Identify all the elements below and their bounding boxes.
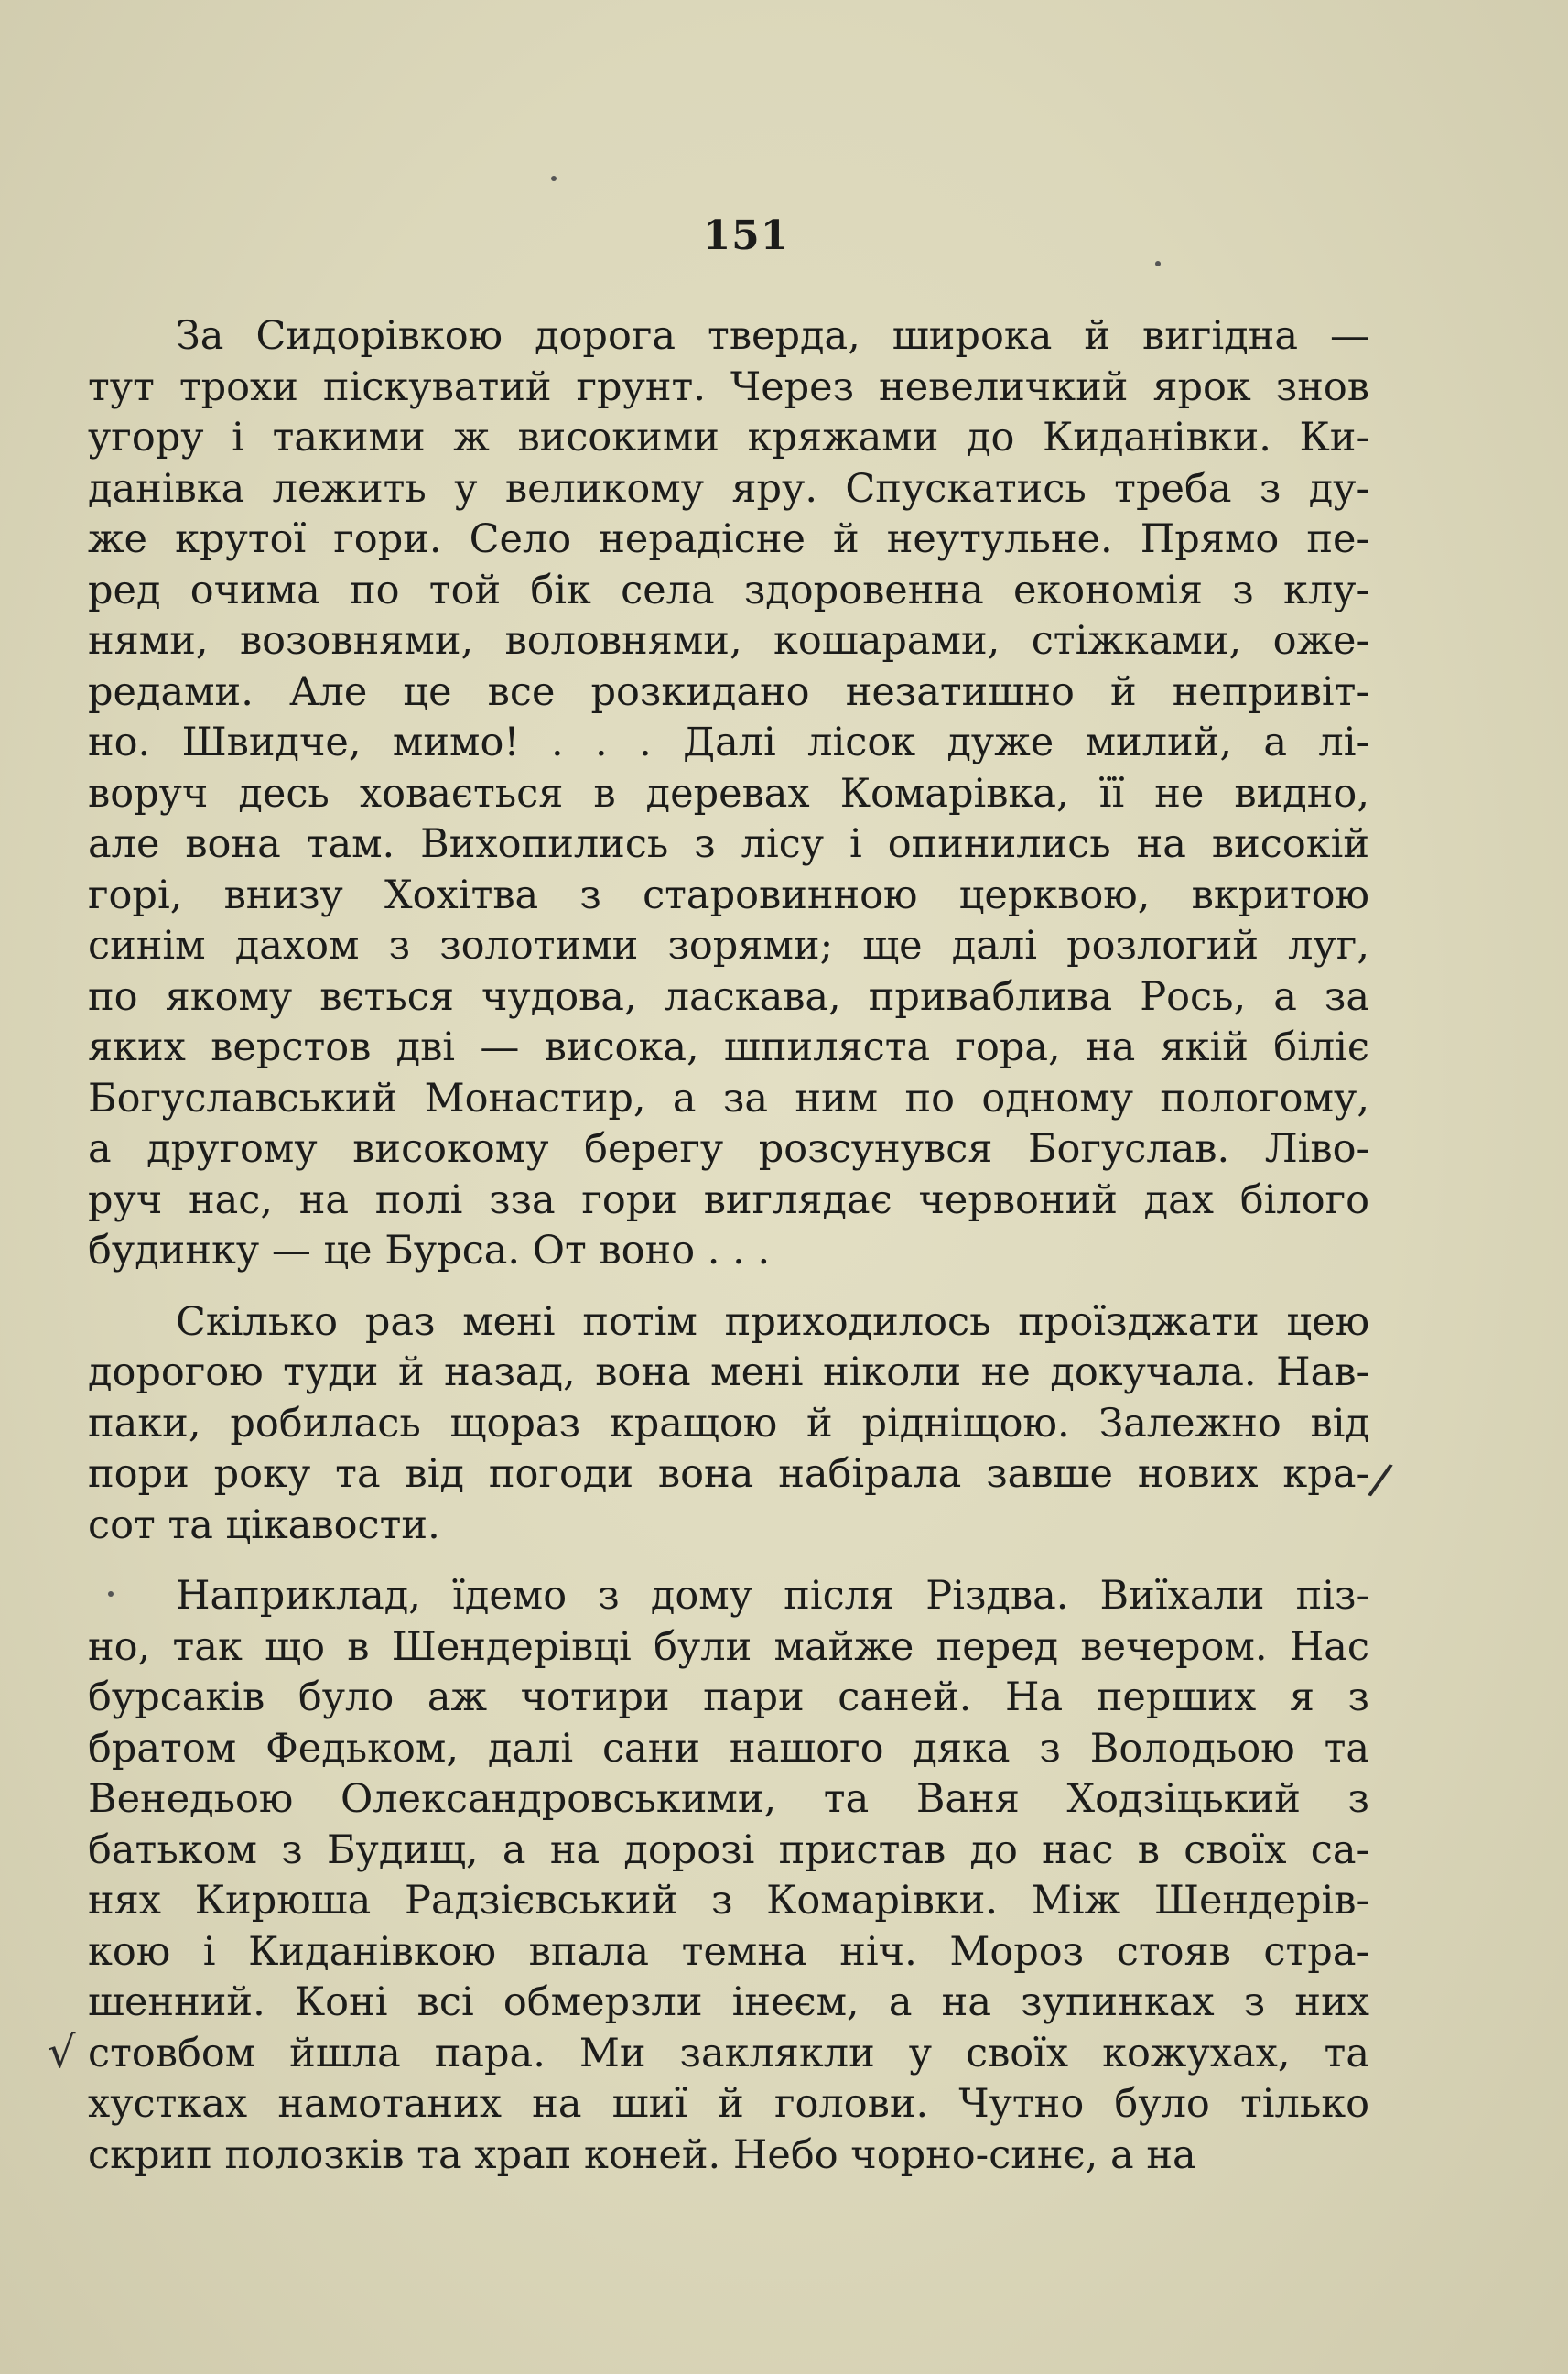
paragraph bbox=[88, 1297, 1369, 1552]
text-line: хустках намотаних на шиї й голови. Чутно було тілько bbox=[88, 2081, 1369, 2127]
speck bbox=[1155, 261, 1161, 266]
text-line: сот та цікавости. bbox=[88, 1501, 440, 1548]
body-text bbox=[88, 311, 1369, 2181]
text-line: по якому вється чудова, ласкава, приваблива Рось, а за bbox=[88, 973, 1369, 1020]
text-line: горі, внизу Хохітва з старовинною церквою, вкритою bbox=[88, 872, 1369, 918]
margin-check-mark: √ bbox=[48, 2027, 76, 2078]
text-line: угору і такими ж високими кряжами до Киданівки. Ки- bbox=[88, 415, 1369, 461]
text-line: скрип полозків та храп коней. Небо чорно-синє, а на bbox=[88, 2131, 1196, 2178]
text-line: Скілько раз мені потім приходилось проїзджати цею bbox=[176, 1298, 1369, 1345]
margin-slash-mark: / bbox=[1365, 1452, 1396, 1507]
text-line: Венедьою Олександровськими, та Ваня Ходзіцький з bbox=[88, 1776, 1369, 1822]
text-line: нями, возовнями, воловнями, кошарами, стіжками, оже- bbox=[88, 618, 1369, 664]
text-line: батьком з Будищ, а на дорозі пристав до нас в своїх са- bbox=[88, 1827, 1369, 1873]
paragraph-gap bbox=[88, 1551, 1369, 1571]
paragraph-gap bbox=[88, 1277, 1369, 1297]
text-line: дорогою туди й назад, вона мені ніколи не докучала. Нав- bbox=[88, 1350, 1369, 1395]
text-line: За Сидорівкою дорога тверда, широка й вигідна — bbox=[176, 313, 1369, 359]
text-line: бурсаків було аж чотири пари саней. На перших я з bbox=[88, 1675, 1369, 1720]
speck bbox=[551, 176, 557, 181]
text-line: Богуславський Монастир, а за ним по одному пологому, bbox=[88, 1075, 1369, 1122]
text-line: же крутої гори. Село нерадісне й неутульне. Прямо пе- bbox=[88, 516, 1369, 562]
text-line: стовбом йшла пара. Ми заклякли у своїх кожухах, та bbox=[88, 2030, 1369, 2076]
text-line: а другому високому берегу розсунувся Богуслав. Ліво- bbox=[88, 1126, 1369, 1172]
text-line: нях Кирюша Радзієвський з Комарівки. Між Шендерів- bbox=[88, 1878, 1369, 1924]
text-line: ред очима по той бік села здоровенна економія з клу- bbox=[88, 567, 1369, 613]
text-line: кою і Киданівкою впала темна ніч. Мороз стояв стра- bbox=[88, 1928, 1369, 1975]
text-line: данівка лежить у великому яру. Спускатись треба з ду- bbox=[88, 465, 1369, 512]
text-line: паки, робилась щораз кращою й рідніщою. Залежно від bbox=[88, 1400, 1369, 1447]
page-number: 151 bbox=[702, 212, 790, 259]
text-line: но. Швидче, мимо! . . . Далі лісок дуже милий, а лі- bbox=[88, 720, 1369, 765]
text-line: шенний. Коні всі обмерзли інеєм, а на зупинках з них bbox=[88, 1979, 1369, 2025]
text-line: тут трохи піскуватий грунт. Через невеличкий ярок знов bbox=[88, 363, 1369, 410]
text-line: руч нас, на полі зза гори виглядає червоний дах білого bbox=[88, 1176, 1369, 1223]
text-line: Наприклад, їдемо з дому після Різдва. Виїхали піз- bbox=[176, 1573, 1369, 1619]
text-line: но, так що в Шендерівці були майже перед вечером. Нас bbox=[88, 1623, 1369, 1670]
text-line: будинку — це Бурса. От воно . . . bbox=[88, 1228, 771, 1274]
text-line: братом Федьком, далі сани нашого дяка з Володьою та bbox=[88, 1725, 1369, 1772]
paragraph bbox=[88, 311, 1369, 1277]
paragraph bbox=[88, 1571, 1369, 2181]
text-line: синім дахом з золотими зорями; ще далі розлогий луг, bbox=[88, 923, 1369, 969]
text-line: редами. Але це все розкидано незатишно й непривіт- bbox=[88, 668, 1369, 715]
text-line: яких верстов дві — висока, шпиляста гора, на якій біліє bbox=[88, 1024, 1369, 1070]
text-line: воруч десь ховається в деревах Комарівка, її не видно, bbox=[88, 770, 1369, 817]
text-line: але вона там. Вихопились з лісу і опинились на високій bbox=[88, 821, 1369, 867]
text-line: пори року та від погоди вона набірала завше нових кра- bbox=[88, 1451, 1369, 1497]
